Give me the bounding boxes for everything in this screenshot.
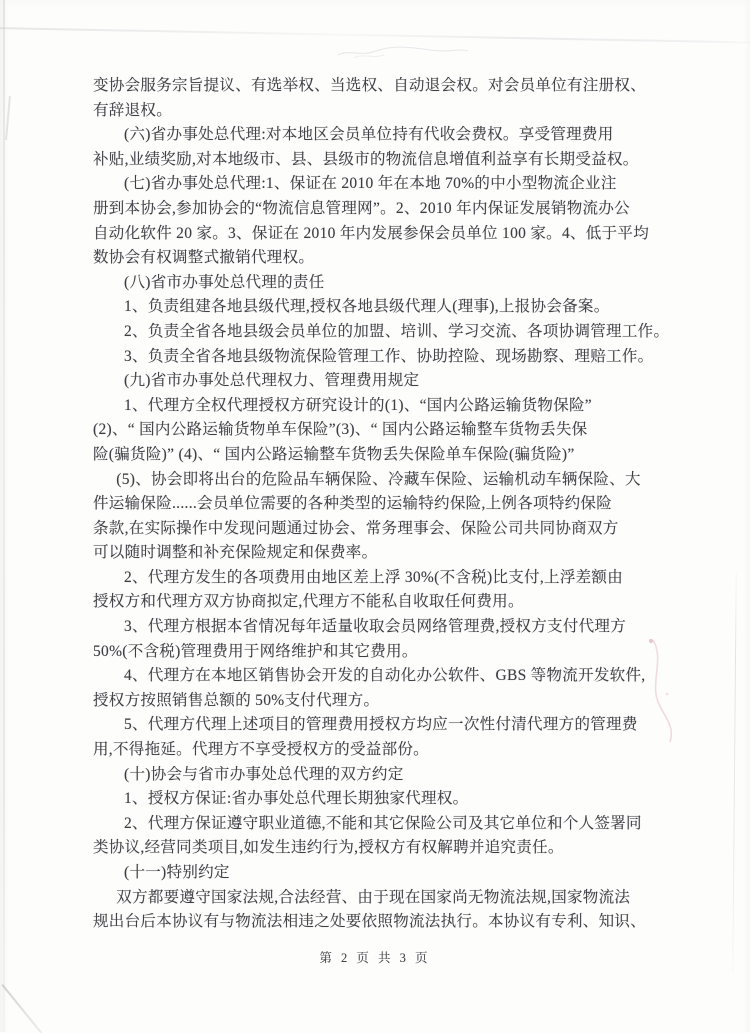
text-line: 变协会服务宗旨提议、有选举权、当选权、自动退会权。对会员单位有注册权、 — [93, 77, 647, 94]
text-line: 1、负责组建各地县级代理,授权各地县级代理人(理事),上报协会备案。 — [124, 298, 610, 316]
scan-smudge-top-center — [332, 40, 472, 67]
text-line: 1、授权方保证:省办事处总代理长期独家代理权。 — [124, 790, 469, 808]
text-line: (九)省市办事处总代理权力、管理费用规定 — [124, 372, 420, 390]
text-line: 1、代理方全权代理授权方研究设计的(1)、“国内公路运输货物保险” — [124, 396, 592, 414]
text-line: (5)、协会即将出台的危险品车辆保险、冷藏车保险、运输机动车辆保险、大 — [116, 470, 641, 488]
text-line: 3、代理方根据本省情况每年适量收取会员网络管理费,授权方支付代理方 — [124, 618, 627, 636]
text-line: 规出台后本协议有与物流法相违之处要依照物流法执行。本协议有专利、知识、 — [93, 913, 647, 931]
scan-fold-line-right — [732, 572, 737, 972]
text-line: 可以随时调整和补充保险规定和保费率。 — [93, 544, 378, 562]
text-line: (2)、“ 国内公路运输货物单车保险”(3)、“ 国内公路运输整车货物丢失保 — [93, 421, 588, 439]
scan-corner-fold-bottom-left — [2, 984, 42, 1033]
scan-edge-left — [3, 0, 5, 1032]
text-line: (八)省市办事处总代理的责任 — [124, 273, 325, 291]
text-line: (十)协会与省市办事处总代理的双方约定 — [124, 765, 404, 783]
text-line: 用,不得拖延。代理方不享受授权方的受益部份。 — [93, 741, 429, 759]
text-line: 5、代理方代理上述项目的管理费用授权方均应一次性付清代理方的管理费 — [124, 716, 638, 734]
text-line: 2、代理方保证遵守职业道德,不能和其它保险公司及其它单位和个人签署同 — [124, 814, 642, 832]
text-line: 授权方和代理方双方协商拟定,代理方不能私自收取任何费用。 — [93, 593, 524, 611]
text-line: (六)省办事处总代理:对本地区会员单位持有代收会费权。享受管理费用 — [124, 126, 614, 144]
text-line: 4、代理方在本地区销售协会开发的自动化办公软件、GBS 等物流开发软件, — [124, 667, 646, 685]
text-line: 双方都要遵守国家法规,合法经营、由于现在国家尚无物流法规,国家物流法 — [116, 888, 631, 906]
text-line: 条款,在实际操作中发现问题通过协会、常务理事会、保险公司共同协商双方 — [93, 519, 619, 537]
text-line: (十一)特别约定 — [124, 864, 230, 881]
text-line: 3、负责全省各地县级物流保险管理工作、协助控险、现场勘察、理赔工作。 — [124, 347, 654, 365]
text-line: (七)省办事处总代理:1、保证在 2010 年在本地 70%的中小型物流企业注 — [124, 175, 617, 193]
text-line: 自动化软件 20 家。3、保证在 2010 年内发展参保会员单位 100 家。4、低于平均 — [93, 224, 650, 242]
text-line: 2、代理方发生的各项费用由地区差上浮 30%(不含税)比支付,上浮差额由 — [124, 568, 624, 586]
scan-streak-top — [0, 27, 750, 43]
text-line: 数协会有权调整式撤销代理权。 — [93, 249, 315, 267]
text-line: 2、负责全省各地县级会员单位的加盟、培训、学习交流、各项协调管理工作。 — [124, 322, 670, 340]
page-number-footer: 第 2 页 共 3 页 — [319, 951, 431, 965]
text-line: 有辞退权。 — [93, 101, 173, 119]
text-line: 补贴,业绩奖励,对本地级市、县、县级市的物流信息增值利益享有长期受益权。 — [93, 150, 639, 168]
text-line: 50%(不含税)管理费用于网络维护和其它费用。 — [93, 642, 418, 660]
text-line: 件运输保险......会员单位需要的各种类型的运输特约保险,上例各项特约保险 — [93, 495, 613, 513]
text-line: 册到本协会,参加协会的“物流信息管理网”。2、2010 年内保证发展销物流办公 — [93, 199, 630, 217]
scan-mark-left — [5, 96, 10, 140]
text-line: 险(骗货险)” (4)、“ 国内公路运输整车货物丢失保险单车保险(骗货险)” — [93, 445, 575, 463]
document-body — [93, 74, 669, 935]
text-line: 授权方按照销售总额的 50%支付代理方。 — [93, 691, 380, 709]
text-line: 类协议,经营同类项目,如发生违约行为,授权方有权解聘并追究责任。 — [93, 839, 564, 857]
